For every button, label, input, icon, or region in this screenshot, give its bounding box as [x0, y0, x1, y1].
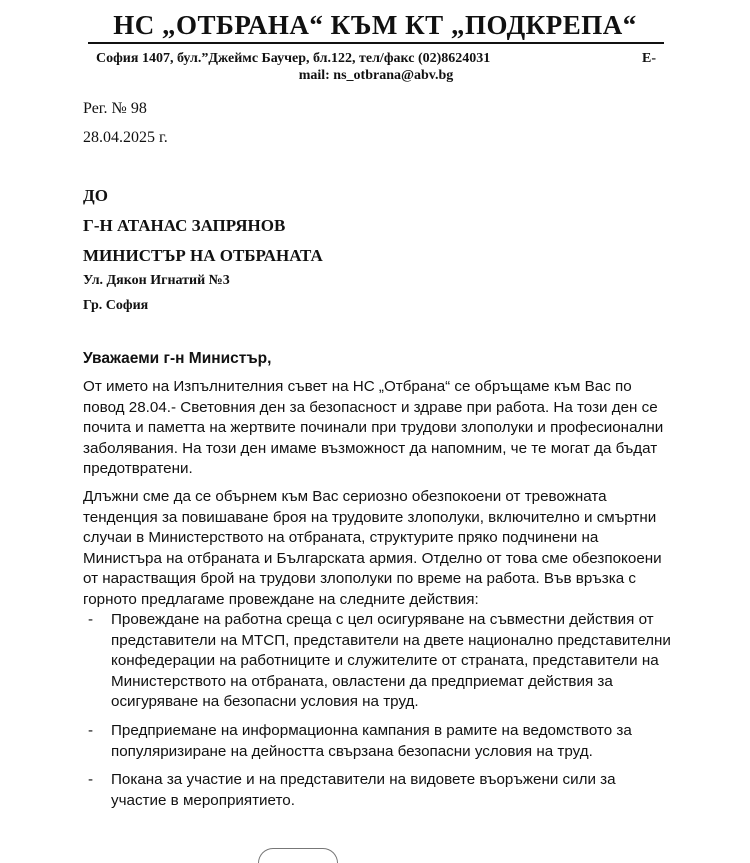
- letterhead-title: НС „ОТБРАНА“ КЪМ КТ „ПОДКРЕПА“: [113, 10, 637, 40]
- signature-fragment: [258, 848, 338, 863]
- address-text: София 1407, бул.”Джеймс Баучер, бл.122, тел/факс (02)8624031: [96, 51, 491, 66]
- recipient-name: Г-Н АТАНАС ЗАПРЯНОВ: [83, 216, 286, 235]
- proposed-actions-list: [83, 610, 673, 819]
- list-item-text: Провеждане на работна среща с цел осигуряване на съвместни действия от представители на МТСП, представители на двете национално представителни конфедерации на работниците и служителите от страната, представители на Министерството на отбраната, овластени да предприемат действия за осигуряване на безопасни условия на труд.: [111, 611, 671, 711]
- address-line: [96, 50, 656, 67]
- list-item-text: Предприемане на информационна кампания в рамите на ведомството за популяризиране на дейността свързана безопасни условия на труд.: [111, 721, 632, 760]
- list-bullet: -: [88, 611, 94, 628]
- letterhead-divider: [88, 42, 664, 44]
- recipient-to: ДО: [83, 186, 108, 205]
- email-prefix: E-: [642, 51, 656, 66]
- email-line: mail: ns_otbrana@abv.bg: [298, 68, 454, 83]
- letterhead-address: [96, 50, 656, 84]
- list-bullet: -: [88, 771, 94, 789]
- body-paragraph-1: От името на Изпълнителния съвет на НС „Отбрана“ се обръщаме към Вас по повод 28.04.- Световния ден за безопасност и здраве при работа. На този ден се почита и паметта на жертвите починали при трудови злополуки и професионални заболявания. На този ден имаме възможност да напомним, че те могат да бъдат предотвратени.: [83, 378, 664, 478]
- recipient-title: МИНИСТЪР НА ОТБРАНАТА: [83, 246, 323, 265]
- registration-number: Рег. № 98: [83, 100, 147, 117]
- list-item-text: Покана за участие и на представители на видовете въоръжени сили за участие в мероприятието.: [111, 771, 616, 809]
- recipient-city: Гр. София: [83, 298, 149, 313]
- body-paragraph-2: Длъжни сме да се обърнем към Вас сериозно обезпокоени от тревожната тенденция за повишаване броя на трудовите злополуки, включително и смъртни случаи в Министерството на отбраната, структурите пряко подчинени на Министъра на отбраната и Българската армия. Отделно от това сме обезпокоени от нарастващия брой на трудови злополуки по време на работа. Във връзка с горното предлагаме провеждане на следните действия:: [83, 488, 662, 608]
- recipient-street: Ул. Дякон Игнатий №3: [83, 273, 230, 288]
- list-bullet: -: [88, 721, 94, 739]
- list-item: [83, 721, 673, 762]
- salutation: Уважаеми г-н Министър,: [83, 350, 272, 367]
- list-item: [83, 610, 673, 713]
- letter-date: 28.04.2025 г.: [83, 129, 168, 146]
- list-item: [83, 770, 673, 811]
